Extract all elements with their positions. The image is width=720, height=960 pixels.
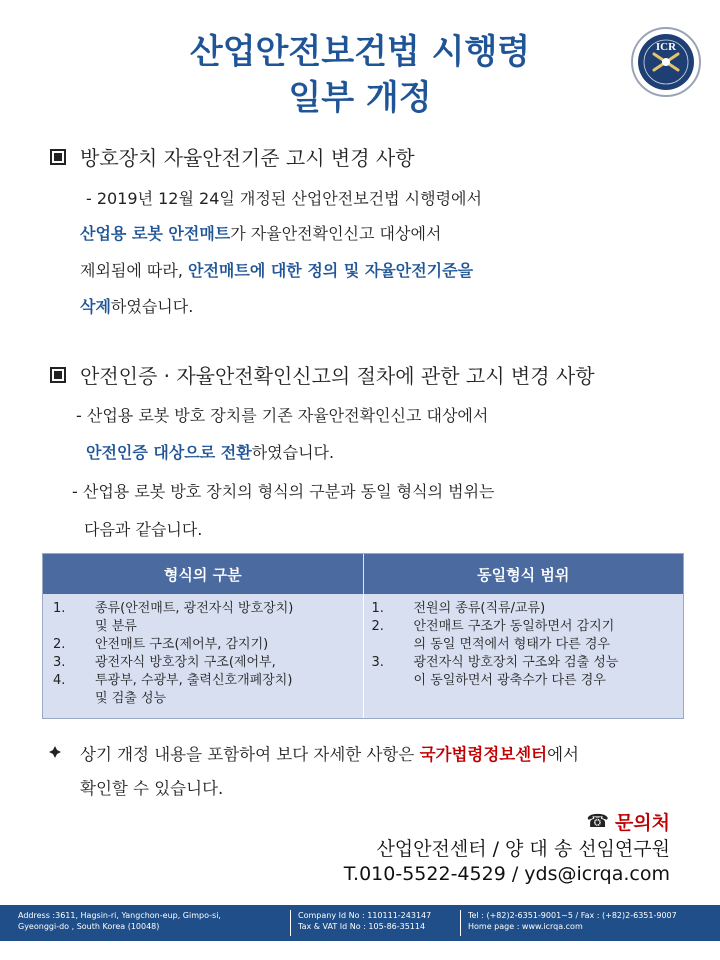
section2-line3-text: - 산업용 로봇 방호 장치의 형식의 구분과 동일 형식의 범위는 bbox=[72, 482, 495, 501]
footer-divider bbox=[460, 910, 461, 936]
note-line1-text: 상기 개정 내용을 포함하여 보다 자세한 사항은 bbox=[80, 745, 420, 764]
footer-address-line1: Address :3611, Hagsin-ri, Yangchon-eup, Gimpo-si, bbox=[18, 911, 221, 920]
section2-line3 bbox=[72, 479, 495, 502]
section1-line3-highlight: 안전매트에 대한 정의 및 자율안전기준을 bbox=[188, 261, 474, 280]
checkbox-square-icon bbox=[50, 149, 66, 165]
icr-logo bbox=[630, 26, 702, 98]
section1-line2 bbox=[80, 221, 441, 244]
range-list bbox=[372, 600, 619, 690]
footer-contact bbox=[468, 910, 677, 932]
note-line2: 확인할 수 있습니다. bbox=[80, 779, 224, 798]
footer-address-line2: Gyeonggi-do , South Korea (10048) bbox=[18, 922, 160, 931]
footer-homepage[interactable]: Home page : www.icrqa.com bbox=[468, 922, 583, 931]
section2-line4 bbox=[84, 517, 202, 540]
list-item: 및 검출 성능 bbox=[95, 691, 167, 706]
contact-phone-email: T.010-5522-4529 / yds@icrqa.com bbox=[343, 863, 670, 885]
section2-heading-text: 안전인증 · 자율안전확인신고의 절차에 관한 고시 변경 사항 bbox=[80, 364, 595, 388]
table-header bbox=[43, 554, 683, 594]
section1-line4-text: 하였습니다. bbox=[110, 297, 194, 316]
phone-icon: ☎ bbox=[586, 811, 609, 832]
list-item: 2. 안전매트 구조가 동일하면서 감지기 bbox=[371, 619, 615, 634]
footer-company-line1: Company Id No : 110111-243147 bbox=[298, 911, 432, 920]
section2-line4-text: 다음과 같습니다. bbox=[84, 520, 203, 539]
page-title-line1: 산업안전보건법 시행령 bbox=[189, 32, 531, 72]
footer-address bbox=[18, 910, 221, 932]
note-line1 bbox=[80, 741, 579, 765]
section1-line4-highlight: 삭제 bbox=[80, 297, 111, 316]
section2-line1-text: - 산업용 로봇 방호 장치를 기존 자율안전확인신고 대상에서 bbox=[76, 406, 489, 425]
footer-tel: Tel : (+82)2-6351-9001~5 / Fax : (+82)2-6351-9007 bbox=[468, 911, 677, 920]
section2-heading bbox=[50, 360, 595, 389]
table-header-range: 동일형식 범위 bbox=[363, 554, 684, 594]
section1-line4 bbox=[80, 294, 193, 317]
section2-line2-highlight: 안전인증 대상으로 전환 bbox=[86, 443, 252, 462]
type-range-table bbox=[42, 553, 684, 719]
footer-bar bbox=[0, 905, 720, 941]
section1-line3 bbox=[80, 258, 473, 281]
list-item: 의 동일 면적에서 형태가 다른 경우 bbox=[413, 637, 610, 652]
contact-org: 산업안전센터 / 양 대 송 선임연구원 bbox=[376, 838, 670, 860]
page-title-line2: 일부 개정 bbox=[288, 78, 432, 118]
note-line1-suffix: 에서 bbox=[547, 745, 579, 764]
section2-line2-text: 하였습니다. bbox=[251, 443, 335, 462]
contact-label-text: 문의처 bbox=[614, 812, 670, 834]
list-item: 1. 전원의 종류(직류/교류) bbox=[371, 601, 546, 616]
list-item: 및 분류 bbox=[95, 619, 137, 634]
logo-text: ICR bbox=[655, 41, 677, 53]
section1-line2-text: 가 자율안전확인신고 대상에서 bbox=[230, 224, 442, 243]
table-header-type: 형식의 구분 bbox=[163, 565, 242, 584]
note-link-law-center: 국가법령정보센터 bbox=[419, 745, 548, 764]
section2-line1 bbox=[76, 403, 488, 426]
section1-line3-text: 제외됨에 따라, bbox=[80, 261, 188, 280]
section1-line1-text: - 2019년 12월 24일 개정된 산업안전보건법 시행령에서 bbox=[86, 189, 482, 208]
table-cell-range bbox=[363, 594, 684, 718]
diamond-bullet-icon bbox=[48, 745, 62, 759]
section2-line2 bbox=[86, 440, 334, 463]
list-item: 이 동일하면서 광축수가 다른 경우 bbox=[413, 673, 606, 688]
list-item: 4. 투광부, 수광부, 출력신호개폐장치) bbox=[53, 673, 293, 688]
section1-heading-text: 방호장치 자율안전기준 고시 변경 사항 bbox=[80, 146, 415, 170]
checkbox-square-icon bbox=[50, 367, 66, 383]
list-item: 1. 종류(안전매트, 광전자식 방호장치) bbox=[53, 601, 294, 616]
contact-label bbox=[587, 808, 670, 835]
type-list bbox=[53, 600, 293, 708]
footer-divider bbox=[290, 910, 291, 936]
footer-company-line2: Tax & VAT Id No : 105-86-35114 bbox=[298, 922, 426, 931]
section1-line1 bbox=[86, 186, 482, 209]
footer-company bbox=[298, 910, 431, 932]
list-item: 3. 광전자식 방호장치 구조(제어부, bbox=[53, 655, 276, 670]
table-body bbox=[43, 594, 683, 718]
table-cell-type bbox=[43, 594, 363, 718]
list-item: 3. 광전자식 방호장치 구조와 검출 성능 bbox=[371, 655, 619, 670]
list-item: 2. 안전매트 구조(제어부, 감지기) bbox=[53, 637, 269, 652]
section1-heading bbox=[50, 142, 415, 171]
section1-line2-highlight: 산업용 로봇 안전매트 bbox=[80, 224, 231, 243]
